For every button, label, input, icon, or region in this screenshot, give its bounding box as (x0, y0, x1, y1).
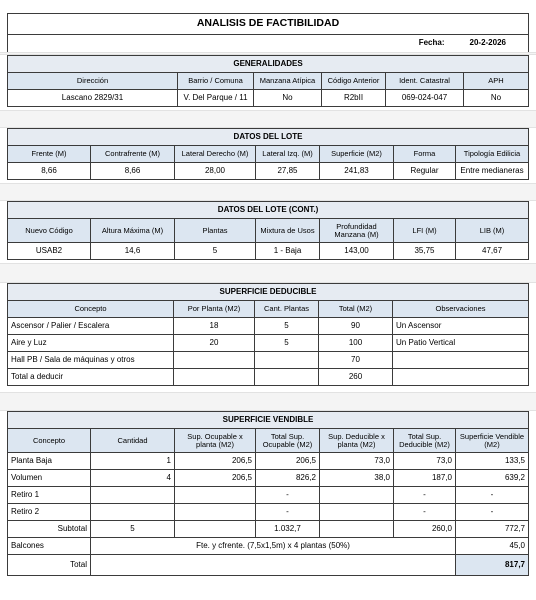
blank-cell[interactable] (320, 521, 394, 538)
cell-cant[interactable] (255, 352, 319, 369)
header-lfi[interactable]: LFI (M) (394, 219, 456, 243)
sheet-title[interactable]: ANALISIS DE FACTIBILIDAD (8, 14, 529, 35)
cell-total-deducible[interactable]: 187,0 (394, 470, 456, 487)
cell-mixtura[interactable]: 1 - Baja (256, 243, 320, 260)
cell-total-ocupable[interactable]: 826,2 (256, 470, 320, 487)
cell-cant[interactable]: 5 (255, 335, 319, 352)
vendible-title[interactable]: SUPERFICIE VENDIBLE (8, 412, 529, 429)
table-row (8, 352, 529, 369)
cell-por-planta[interactable]: 18 (174, 318, 255, 335)
cell-cantidad[interactable]: 4 (91, 470, 175, 487)
header-mixtura[interactable]: Mixtura de Usos (256, 219, 320, 243)
cell-lib[interactable]: 47,67 (456, 243, 529, 260)
cell-total[interactable]: 260 (319, 369, 393, 386)
header-cantidad[interactable]: Cantidad (91, 429, 175, 453)
cell-deducible[interactable] (320, 504, 394, 521)
header-catastral[interactable]: Ident. Catastral (386, 73, 464, 90)
cell-tipologia[interactable]: Entre medianeras (456, 163, 529, 180)
cell-ocupable[interactable]: 206,5 (175, 453, 256, 470)
cell-cant[interactable] (255, 369, 319, 386)
cell-superficie[interactable]: 241,83 (320, 163, 394, 180)
header-total-deducible[interactable]: Total Sup. Deducible (M2) (394, 429, 456, 453)
cell-concepto[interactable]: Ascensor / Palier / Escalera (8, 318, 174, 335)
cell-frente[interactable]: 8,66 (8, 163, 91, 180)
cell-manzana[interactable]: No (254, 90, 322, 107)
header-forma[interactable]: Forma (394, 146, 456, 163)
cell-concepto[interactable]: Retiro 2 (8, 504, 91, 521)
header-manzana[interactable]: Manzana Atípica (254, 73, 322, 90)
cell-obs[interactable]: Un Ascensor (393, 318, 529, 335)
fecha-value[interactable]: 20-2-2026 (448, 35, 529, 53)
title-table (7, 13, 529, 53)
header-observaciones[interactable]: Observaciones (393, 301, 529, 318)
blank-cell[interactable] (175, 521, 256, 538)
cell-lateral-izq[interactable]: 27,85 (256, 163, 320, 180)
cell-total-deducible[interactable]: - (394, 487, 456, 504)
cell-forma[interactable]: Regular (394, 163, 456, 180)
table-row (8, 487, 529, 504)
balcones-row (8, 538, 529, 555)
cell-concepto[interactable]: Aire y Luz (8, 335, 174, 352)
cell-concepto[interactable]: Retiro 1 (8, 487, 91, 504)
lote-cont-title[interactable]: DATOS DEL LOTE (CONT.) (8, 202, 529, 219)
table-row (8, 504, 529, 521)
cell-ocupable[interactable] (175, 487, 256, 504)
header-total-ocupable[interactable]: Total Sup. Ocupable (M2) (256, 429, 320, 453)
cell-total-deducible[interactable]: 73,0 (394, 453, 456, 470)
cell-total-ocupable[interactable]: - (256, 504, 320, 521)
header-direccion[interactable]: Dirección (8, 73, 178, 90)
table-row (8, 318, 529, 335)
balcones-vendible[interactable]: 45,0 (456, 538, 529, 555)
subtotal-total-deducible[interactable]: 260,0 (394, 521, 456, 538)
cell-ocupable[interactable] (175, 504, 256, 521)
lote-table (7, 128, 529, 180)
header-lateral-der[interactable]: Lateral Derecho (M) (175, 146, 256, 163)
cell-direccion[interactable]: Lascano 2829/31 (8, 90, 178, 107)
cell-total-ocupable[interactable]: - (256, 487, 320, 504)
generalidades-title[interactable]: GENERALIDADES (8, 56, 529, 73)
table-row (8, 453, 529, 470)
cell-deducible[interactable]: 73,0 (320, 453, 394, 470)
header-tipologia[interactable]: Tipología Edilicia (456, 146, 529, 163)
subtotal-total-ocupable[interactable]: 1.032,7 (256, 521, 320, 538)
cell-codigo[interactable]: R2bII (322, 90, 386, 107)
header-codigo[interactable]: Código Anterior (322, 73, 386, 90)
row-separator (0, 183, 536, 201)
header-vendible[interactable]: Superficie Vendible (M2) (456, 429, 529, 453)
header-sup-ocupable[interactable]: Sup. Ocupable x planta (M2) (175, 429, 256, 453)
balcones-label[interactable]: Balcones (8, 538, 91, 555)
cell-deducible[interactable] (320, 487, 394, 504)
subtotal-label[interactable]: Subtotal (8, 521, 91, 538)
cell-cant[interactable]: 5 (255, 318, 319, 335)
cell-contrafrente[interactable]: 8,66 (91, 163, 175, 180)
vendible-table (7, 411, 529, 576)
cell-altura[interactable]: 14,6 (91, 243, 175, 260)
cell-concepto[interactable]: Volumen (8, 470, 91, 487)
header-lateral-izq[interactable]: Lateral Izq. (M) (256, 146, 320, 163)
cell-cantidad[interactable] (91, 504, 175, 521)
header-contrafrente[interactable]: Contrafrente (M) (91, 146, 175, 163)
cell-ocupable[interactable]: 206,5 (175, 470, 256, 487)
cell-total[interactable]: 90 (319, 318, 393, 335)
cell-barrio[interactable]: V. Del Parque / 11 (178, 90, 254, 107)
header-plantas[interactable]: Plantas (175, 219, 256, 243)
total-label[interactable]: Total (8, 555, 91, 576)
cell-total[interactable]: 100 (319, 335, 393, 352)
total-vendible[interactable]: 817,7 (456, 555, 529, 576)
cell-nuevo-codigo[interactable]: USAB2 (8, 243, 91, 260)
header-total[interactable]: Total (M2) (319, 301, 393, 318)
cell-concepto[interactable]: Planta Baja (8, 453, 91, 470)
cell-lfi[interactable]: 35,75 (394, 243, 456, 260)
blank-cell[interactable] (91, 555, 456, 576)
table-row (8, 335, 529, 352)
cell-obs[interactable] (393, 352, 529, 369)
table-row (8, 369, 529, 386)
cell-plantas[interactable]: 5 (175, 243, 256, 260)
lote-cont-table (7, 201, 529, 260)
generalidades-table (7, 55, 529, 107)
cell-por-planta[interactable] (174, 352, 255, 369)
deducible-title[interactable]: SUPERFICIE DEDUCIBLE (8, 284, 529, 301)
subtotal-cantidad[interactable]: 5 (91, 521, 175, 538)
cell-vendible[interactable]: 639,2 (456, 470, 529, 487)
blank-cell[interactable] (8, 35, 398, 53)
header-concepto[interactable]: Concepto (8, 301, 174, 318)
cell-por-planta[interactable]: 20 (174, 335, 255, 352)
cell-catastral[interactable]: 069-024-047 (386, 90, 464, 107)
header-concepto[interactable]: Concepto (8, 429, 91, 453)
deducible-table (7, 283, 529, 386)
cell-vendible[interactable]: - (456, 487, 529, 504)
header-por-planta[interactable]: Por Planta (M2) (174, 301, 255, 318)
header-aph[interactable]: APH (464, 73, 529, 90)
cell-obs[interactable]: Un Patio Vertical (393, 335, 529, 352)
cell-concepto[interactable]: Hall PB / Sala de máquinas y otros (8, 352, 174, 369)
row-separator (0, 263, 536, 283)
subtotal-row (8, 521, 529, 538)
header-lib[interactable]: LIB (M) (456, 219, 529, 243)
cell-total-deducible[interactable]: - (394, 504, 456, 521)
header-cant-plantas[interactable]: Cant. Plantas (255, 301, 319, 318)
cell-total[interactable]: 70 (319, 352, 393, 369)
cell-por-planta[interactable] (174, 369, 255, 386)
cell-obs[interactable] (393, 369, 529, 386)
header-altura[interactable]: Altura Máxima (M) (91, 219, 175, 243)
cell-total-ocupable[interactable]: 206,5 (256, 453, 320, 470)
fecha-label[interactable]: Fecha: (398, 35, 448, 53)
header-frente[interactable]: Frente (M) (8, 146, 91, 163)
row-separator (0, 392, 536, 411)
header-barrio[interactable]: Barrio / Comuna (178, 73, 254, 90)
cell-vendible[interactable]: 133,5 (456, 453, 529, 470)
cell-lateral-der[interactable]: 28,00 (175, 163, 256, 180)
cell-deducible[interactable]: 38,0 (320, 470, 394, 487)
header-superficie[interactable]: Superficie (M2) (320, 146, 394, 163)
cell-profundidad[interactable]: 143,00 (320, 243, 394, 260)
subtotal-vendible[interactable]: 772,7 (456, 521, 529, 538)
cell-vendible[interactable]: - (456, 504, 529, 521)
total-row (8, 555, 529, 576)
cell-aph[interactable]: No (464, 90, 529, 107)
balcones-detail[interactable]: Fte. y cfrente. (7,5x1,5m) x 4 plantas (50%) (91, 538, 456, 555)
cell-cantidad[interactable] (91, 487, 175, 504)
lote-title[interactable]: DATOS DEL LOTE (8, 129, 529, 146)
cell-cantidad[interactable]: 1 (91, 453, 175, 470)
header-sup-deducible[interactable]: Sup. Deducible x planta (M2) (320, 429, 394, 453)
header-profundidad[interactable]: Profundidad Manzana (M) (320, 219, 394, 243)
header-nuevo-codigo[interactable]: Nuevo Código (8, 219, 91, 243)
row-separator (0, 110, 536, 128)
table-row (8, 470, 529, 487)
cell-concepto[interactable]: Total a deducir (8, 369, 174, 386)
